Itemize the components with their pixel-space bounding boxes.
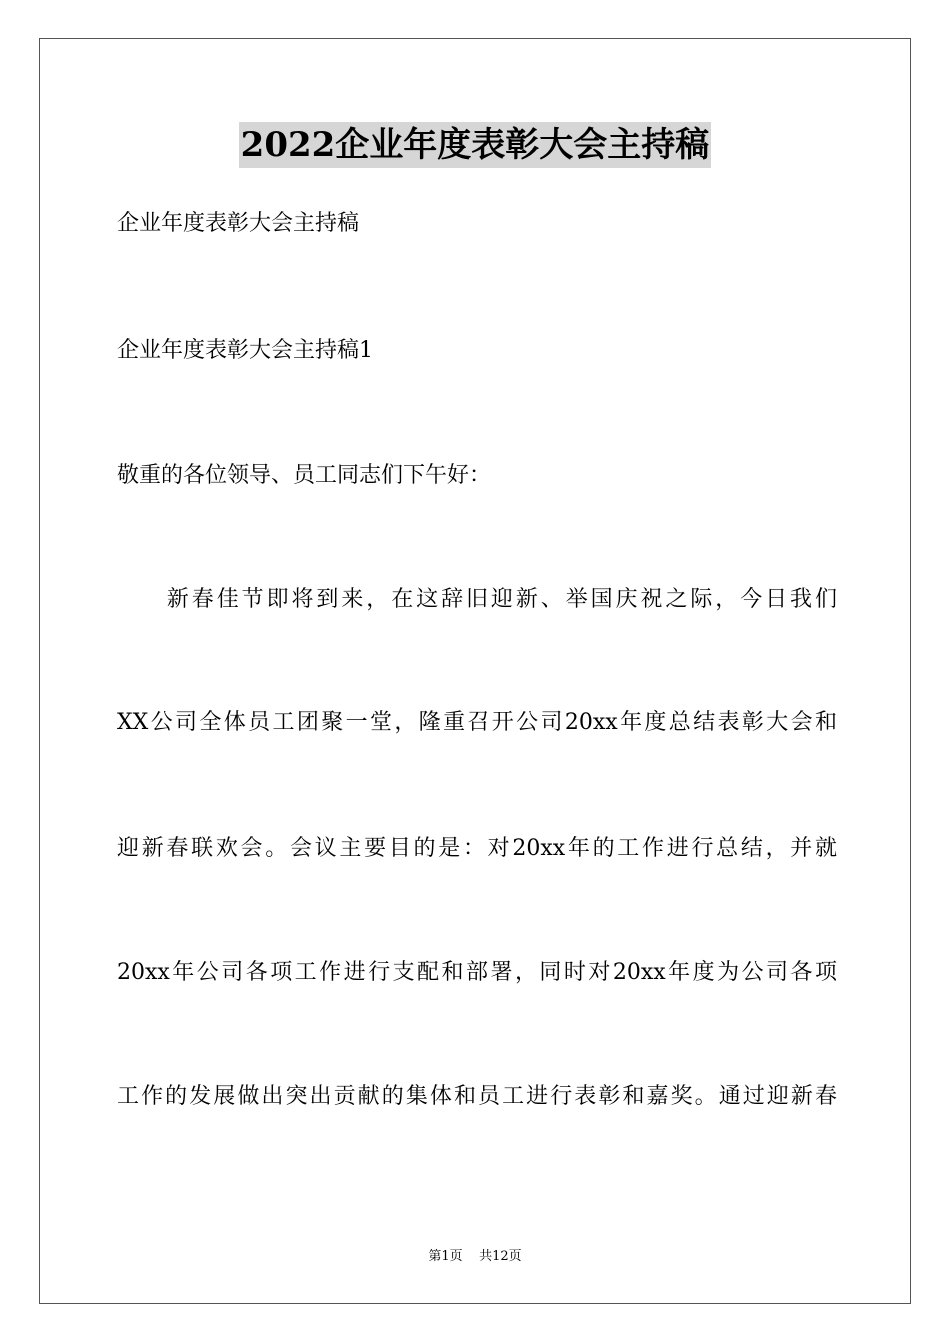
paragraph-line: 新春佳节即将到来，在这辞旧迎新、举国庆祝之际，今日我们	[117, 587, 837, 612]
title-container	[0, 122, 950, 168]
paragraph-line: XX公司全体员工团聚一堂，隆重召开公司20xx年度总结表彰大会和	[117, 710, 837, 735]
document-subtitle: 企业年度表彰大会主持稿	[117, 211, 360, 236]
document-title: 2022企业年度表彰大会主持稿	[239, 122, 712, 168]
paragraph-line: 工作的发展做出突出贡献的集体和员工进行表彰和嘉奖。通过迎新春	[117, 1084, 837, 1109]
section-heading: 企业年度表彰大会主持稿1	[117, 338, 373, 363]
page-number: 第1页	[428, 1249, 463, 1264]
greeting-line: 敬重的各位领导、员工同志们下午好：	[117, 463, 492, 488]
paragraph-line: 迎新春联欢会。会议主要目的是：对20xx年的工作进行总结，并就	[117, 836, 837, 861]
page-footer	[0, 1248, 950, 1266]
page-total: 共12页	[479, 1249, 522, 1264]
paragraph-line: 20xx年公司各项工作进行支配和部署，同时对20xx年度为公司各项	[117, 960, 837, 985]
